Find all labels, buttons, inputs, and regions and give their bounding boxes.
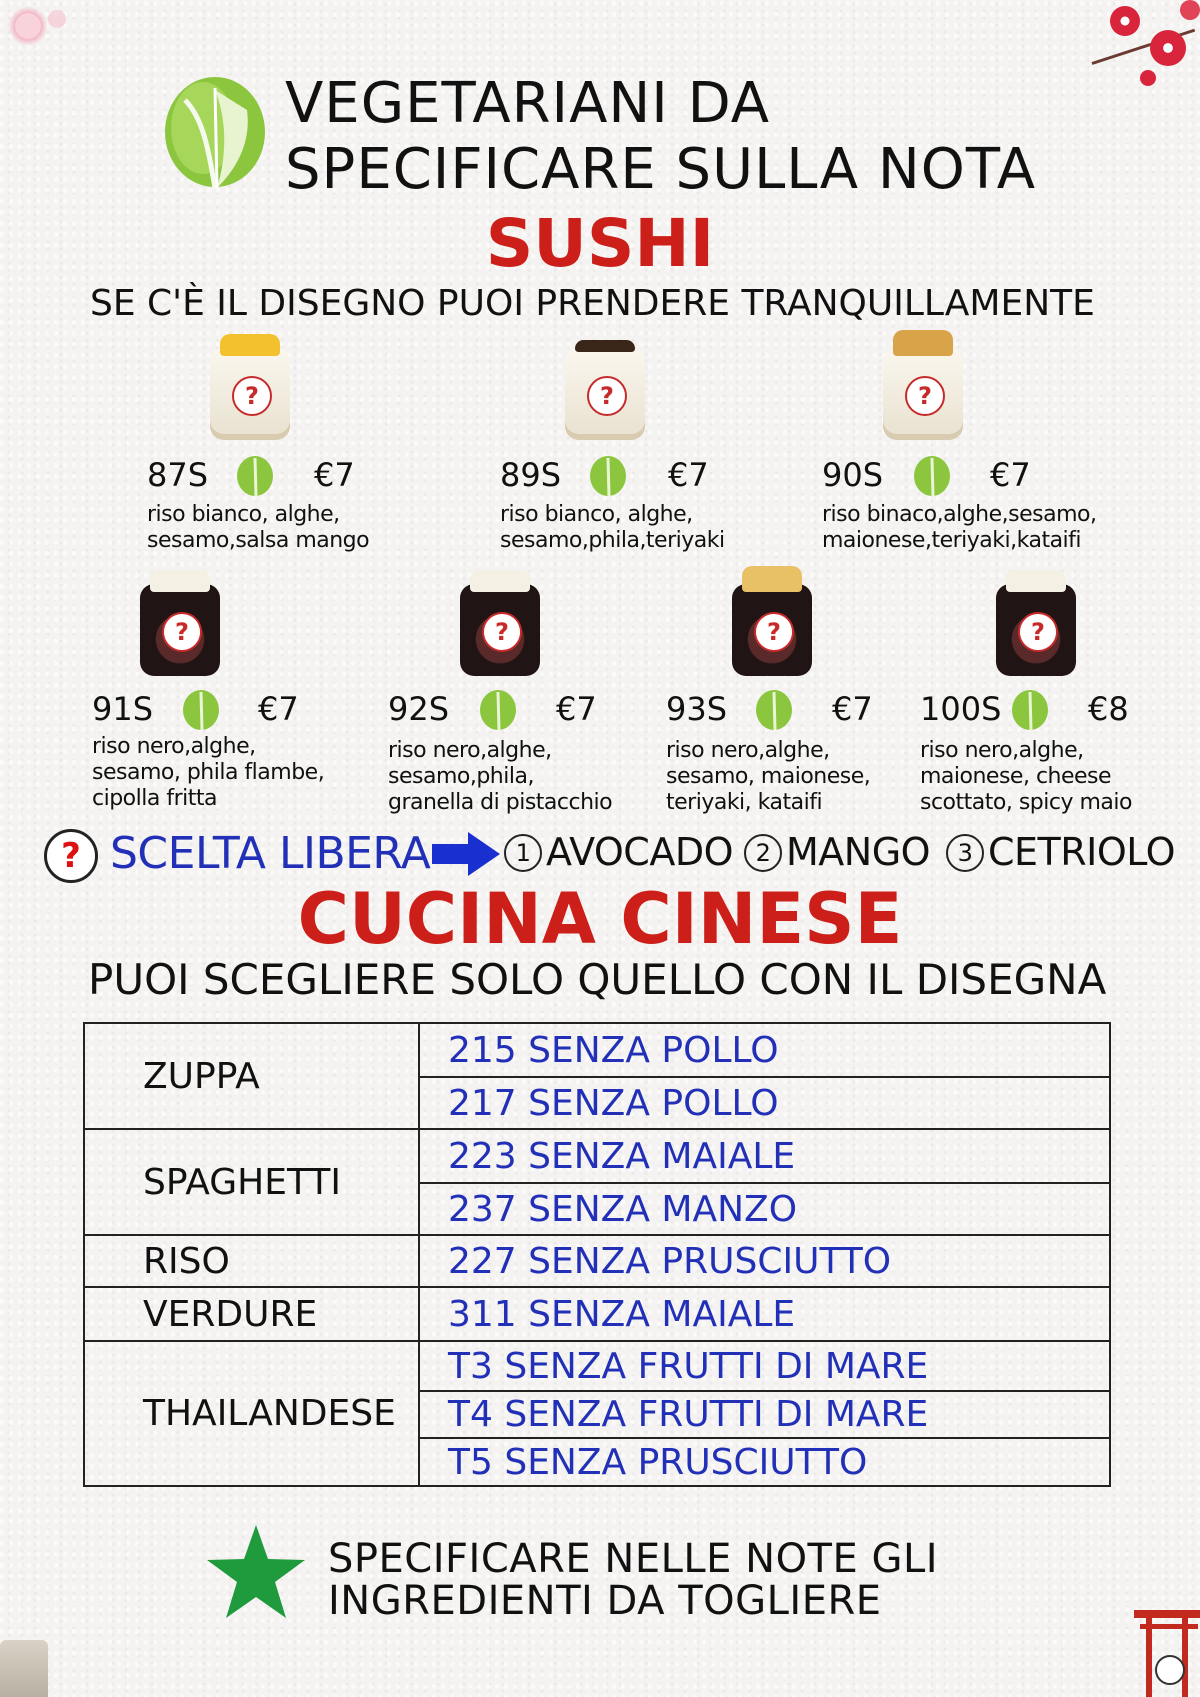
item-price: €7 (832, 690, 873, 728)
sushi-roll-image (460, 584, 540, 676)
title-line-1: VEGETARIANI DA (285, 71, 771, 136)
item-price: €7 (556, 690, 597, 728)
table-group-riso (85, 1236, 1109, 1288)
item-ingredients: riso binaco,alghe,sesamo, (822, 502, 1097, 527)
cucina-cinese-title: CUCINA CINESE (297, 878, 903, 960)
footer-note-line-2: INGREDIENTI DA TOGLIERE (328, 1578, 882, 1624)
option-label: AVOCADO (546, 830, 734, 874)
lettuce-icon (912, 454, 952, 498)
item-ingredients: sesamo, maionese, (666, 764, 871, 789)
scelta-libera-label: SCELTA LIBERA (110, 828, 431, 879)
lettuce-icon (588, 454, 628, 498)
table-dish: T3 SENZA FRUTTI DI MARE (420, 1342, 1109, 1392)
item-ingredients: riso nero,alghe, (92, 734, 256, 759)
table-dish: 217 SENZA POLLO (448, 1082, 779, 1124)
item-ingredients: sesamo,salsa mango (147, 528, 370, 553)
item-code: 90S (822, 456, 884, 494)
lettuce-icon (1010, 688, 1050, 732)
item-price: €7 (314, 456, 355, 494)
question-mark-icon: ? (587, 376, 627, 416)
table-dish: 215 SENZA POLLO (420, 1024, 1109, 1078)
lettuce-icon (181, 688, 221, 732)
item-ingredients: teriyaki, kataifi (666, 790, 823, 815)
table-dish: 227 SENZA PRUSCIUTTO (448, 1240, 892, 1282)
question-mark-icon: ? (44, 829, 98, 883)
item-ingredients: sesamo, phila flambe, (92, 760, 325, 785)
table-category: THAILANDESE (85, 1342, 420, 1485)
menu-table (83, 1022, 1111, 1487)
lettuce-icon (235, 454, 275, 498)
table-dish: 223 SENZA MAIALE (420, 1130, 1109, 1184)
option-number: 2 (744, 834, 782, 872)
item-ingredients: riso nero,alghe, (666, 738, 830, 763)
item-ingredients: sesamo,phila, (388, 764, 534, 789)
title-line-2: SPECIFICARE SULLA NOTA (285, 137, 1037, 202)
sushi-roll-image (732, 584, 812, 676)
lantern-decoration (0, 1640, 48, 1697)
cherry-blossom-decoration-right (1090, 0, 1200, 100)
item-ingredients: cipolla fritta (92, 786, 217, 811)
sushi-roll-image (565, 348, 645, 440)
question-mark-icon: ? (754, 612, 794, 652)
sushi-roll-image (883, 348, 963, 440)
option-mango (744, 830, 930, 874)
table-group-zuppa (85, 1024, 1109, 1130)
option-number: 1 (504, 834, 542, 872)
table-dish: T5 SENZA PRUSCIUTTO (448, 1441, 868, 1483)
item-code: 89S (500, 456, 562, 494)
option-label: MANGO (786, 830, 931, 874)
table-dish: 237 SENZA MANZO (448, 1188, 798, 1230)
table-category: SPAGHETTI (85, 1130, 420, 1234)
lettuce-icon (155, 70, 275, 195)
table-category: VERDURE (85, 1288, 420, 1340)
item-price: €7 (990, 456, 1031, 494)
star-icon (205, 1523, 307, 1621)
question-mark-icon: ? (162, 612, 202, 652)
item-ingredients: riso nero,alghe, (388, 738, 552, 763)
cucina-cinese-subtitle: PUOI SCEGLIERE SOLO QUELLO CON IL DISEGNA (88, 955, 1107, 1004)
question-mark-icon: ? (482, 612, 522, 652)
question-mark-icon: ? (905, 376, 945, 416)
option-label: CETRIOLO (988, 830, 1176, 874)
lettuce-icon (754, 688, 794, 732)
item-price: €7 (668, 456, 709, 494)
item-code: 93S (666, 690, 728, 728)
item-ingredients: riso bianco, alghe, (147, 502, 340, 527)
table-group-verdure (85, 1288, 1109, 1342)
question-mark-icon: ? (232, 376, 272, 416)
sushi-subtitle: SE C'È IL DISEGNO PUOI PRENDERE TRANQUILLAMENTE (90, 283, 1095, 324)
item-code: 87S (147, 456, 209, 494)
sushi-roll-image (140, 584, 220, 676)
item-price: €8 (1088, 690, 1129, 728)
table-dish: T4 SENZA FRUTTI DI MARE (420, 1392, 1109, 1439)
table-group-thailandese (85, 1342, 1109, 1485)
item-ingredients: riso nero,alghe, (920, 738, 1084, 763)
torii-gate-decoration (1130, 1600, 1200, 1697)
sushi-roll-image (210, 348, 290, 440)
item-ingredients: maionese,teriyaki,kataifi (822, 528, 1082, 553)
item-ingredients: maionese, cheese (920, 764, 1112, 789)
arrow-right-icon (432, 832, 500, 876)
item-code: 91S (92, 690, 154, 728)
item-ingredients: sesamo,phila,teriyaki (500, 528, 725, 553)
sushi-title: SUSHI (485, 205, 715, 282)
item-ingredients: scottato, spicy maio (920, 790, 1132, 815)
cherry-blossom-decoration-left (0, 0, 80, 70)
footer-note-line-1: SPECIFICARE NELLE NOTE GLI (328, 1536, 939, 1582)
item-code: 100S (920, 690, 1002, 728)
option-avocado (504, 830, 733, 874)
item-price: €7 (258, 690, 299, 728)
option-number: 3 (946, 834, 984, 872)
table-category: ZUPPA (85, 1024, 420, 1128)
sushi-roll-image (996, 584, 1076, 676)
table-group-spaghetti (85, 1130, 1109, 1236)
table-dish: 311 SENZA MAIALE (448, 1293, 796, 1335)
item-code: 92S (388, 690, 450, 728)
item-ingredients: granella di pistacchio (388, 790, 613, 815)
item-ingredients: riso bianco, alghe, (500, 502, 693, 527)
option-cetriolo (946, 830, 1175, 874)
lettuce-icon (478, 688, 518, 732)
question-mark-icon: ? (1018, 612, 1058, 652)
table-category: RISO (85, 1236, 420, 1286)
